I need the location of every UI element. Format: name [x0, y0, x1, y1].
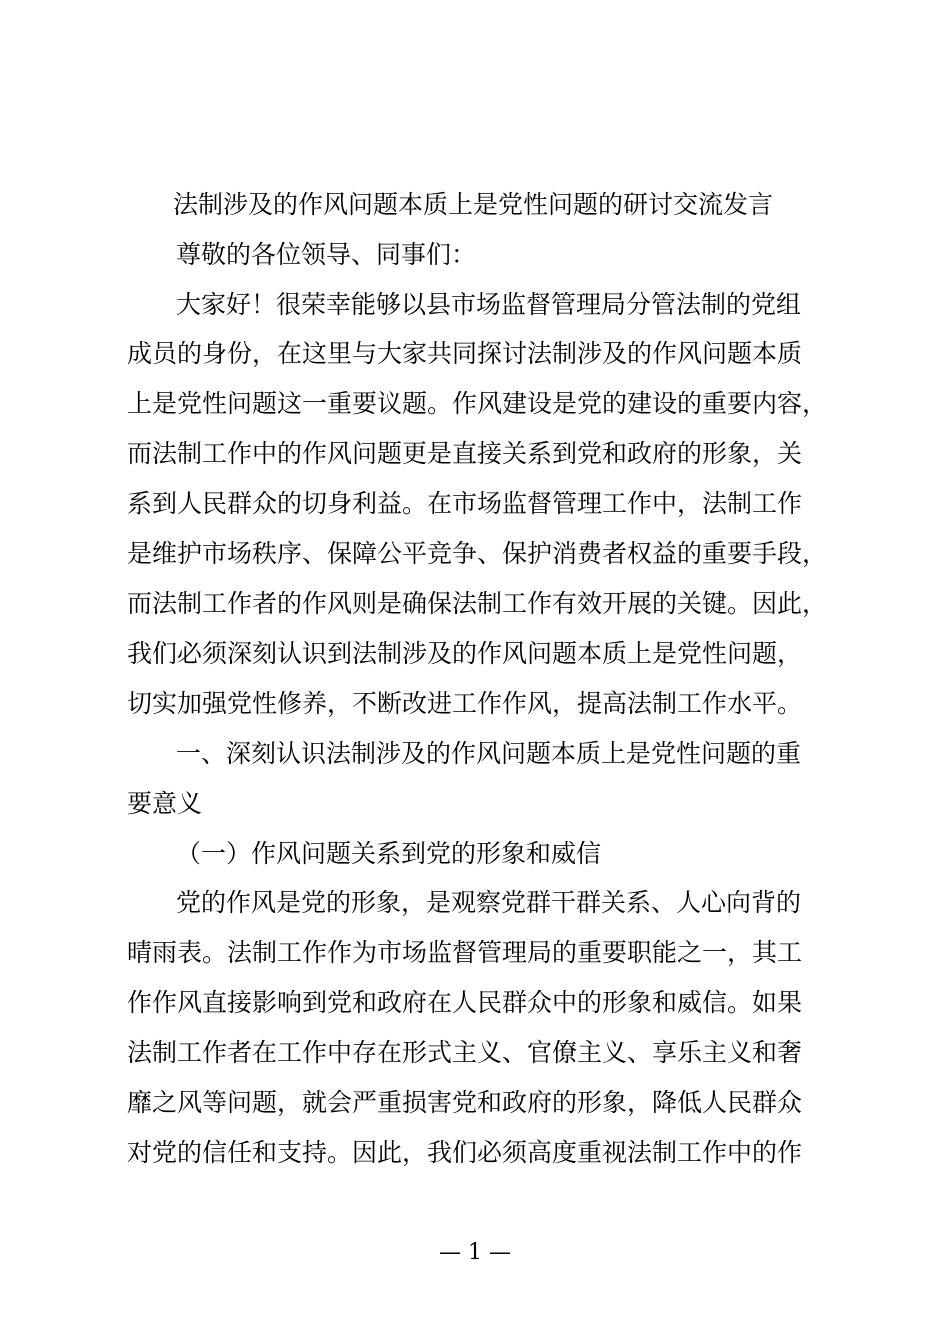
paragraph-line: 切实加强党性修养，不断改进工作作风，提高法制工作水平。	[127, 689, 803, 718]
paragraph-line: 法制工作者在工作中存在形式主义、官僚主义、享乐主义和奢	[127, 1038, 803, 1067]
paragraph-line: 大家好！很荣幸能够以县市场监督管理局分管法制的党组	[176, 290, 802, 319]
paragraph-line: 作作风直接影响到党和政府在人民群众中的形象和威信。如果	[127, 988, 803, 1017]
paragraph-line: 是维护市场秩序、保障公平竞争、保护消费者权益的重要手段，	[127, 539, 828, 568]
paragraph-line: 对党的信任和支持。因此，我们必须高度重视法制工作中的作	[127, 1138, 803, 1167]
paragraph-line: 上是党性问题这一重要议题。作风建设是党的建设的重要内容，	[127, 389, 828, 418]
document-title: 法制涉及的作风问题本质上是党性问题的研讨交流发言	[173, 190, 774, 219]
paragraph-line: 晴雨表。法制工作作为市场监督管理局的重要职能之一，其工	[127, 938, 803, 967]
page-number: — 1 —	[439, 1240, 511, 1265]
section-heading: 一、深刻认识法制涉及的作风问题本质上是党性问题的重	[176, 739, 802, 768]
salutation: 尊敬的各位领导、同事们：	[176, 240, 477, 269]
paragraph-line: 党的作风是党的形象，是观察党群干群关系、人心向背的	[176, 888, 802, 917]
paragraph-line: 而法制工作者的作风则是确保法制工作有效开展的关键。因此，	[127, 589, 828, 618]
paragraph-line: 靡之风等问题，就会严重损害党和政府的形象，降低人民群众	[127, 1088, 803, 1117]
paragraph-line: 系到人民群众的切身利益。在市场监督管理工作中，法制工作	[127, 489, 803, 518]
section-heading-continuation: 要意义	[127, 789, 203, 818]
subsection-heading: （一）作风问题关系到党的形象和威信	[176, 839, 602, 868]
paragraph-line: 而法制工作中的作风问题更是直接关系到党和政府的形象，关	[127, 439, 803, 468]
paragraph-line: 成员的身份，在这里与大家共同探讨法制涉及的作风问题本质	[127, 339, 803, 368]
paragraph-line: 我们必须深刻认识到法制涉及的作风问题本质上是党性问题，	[127, 639, 803, 668]
